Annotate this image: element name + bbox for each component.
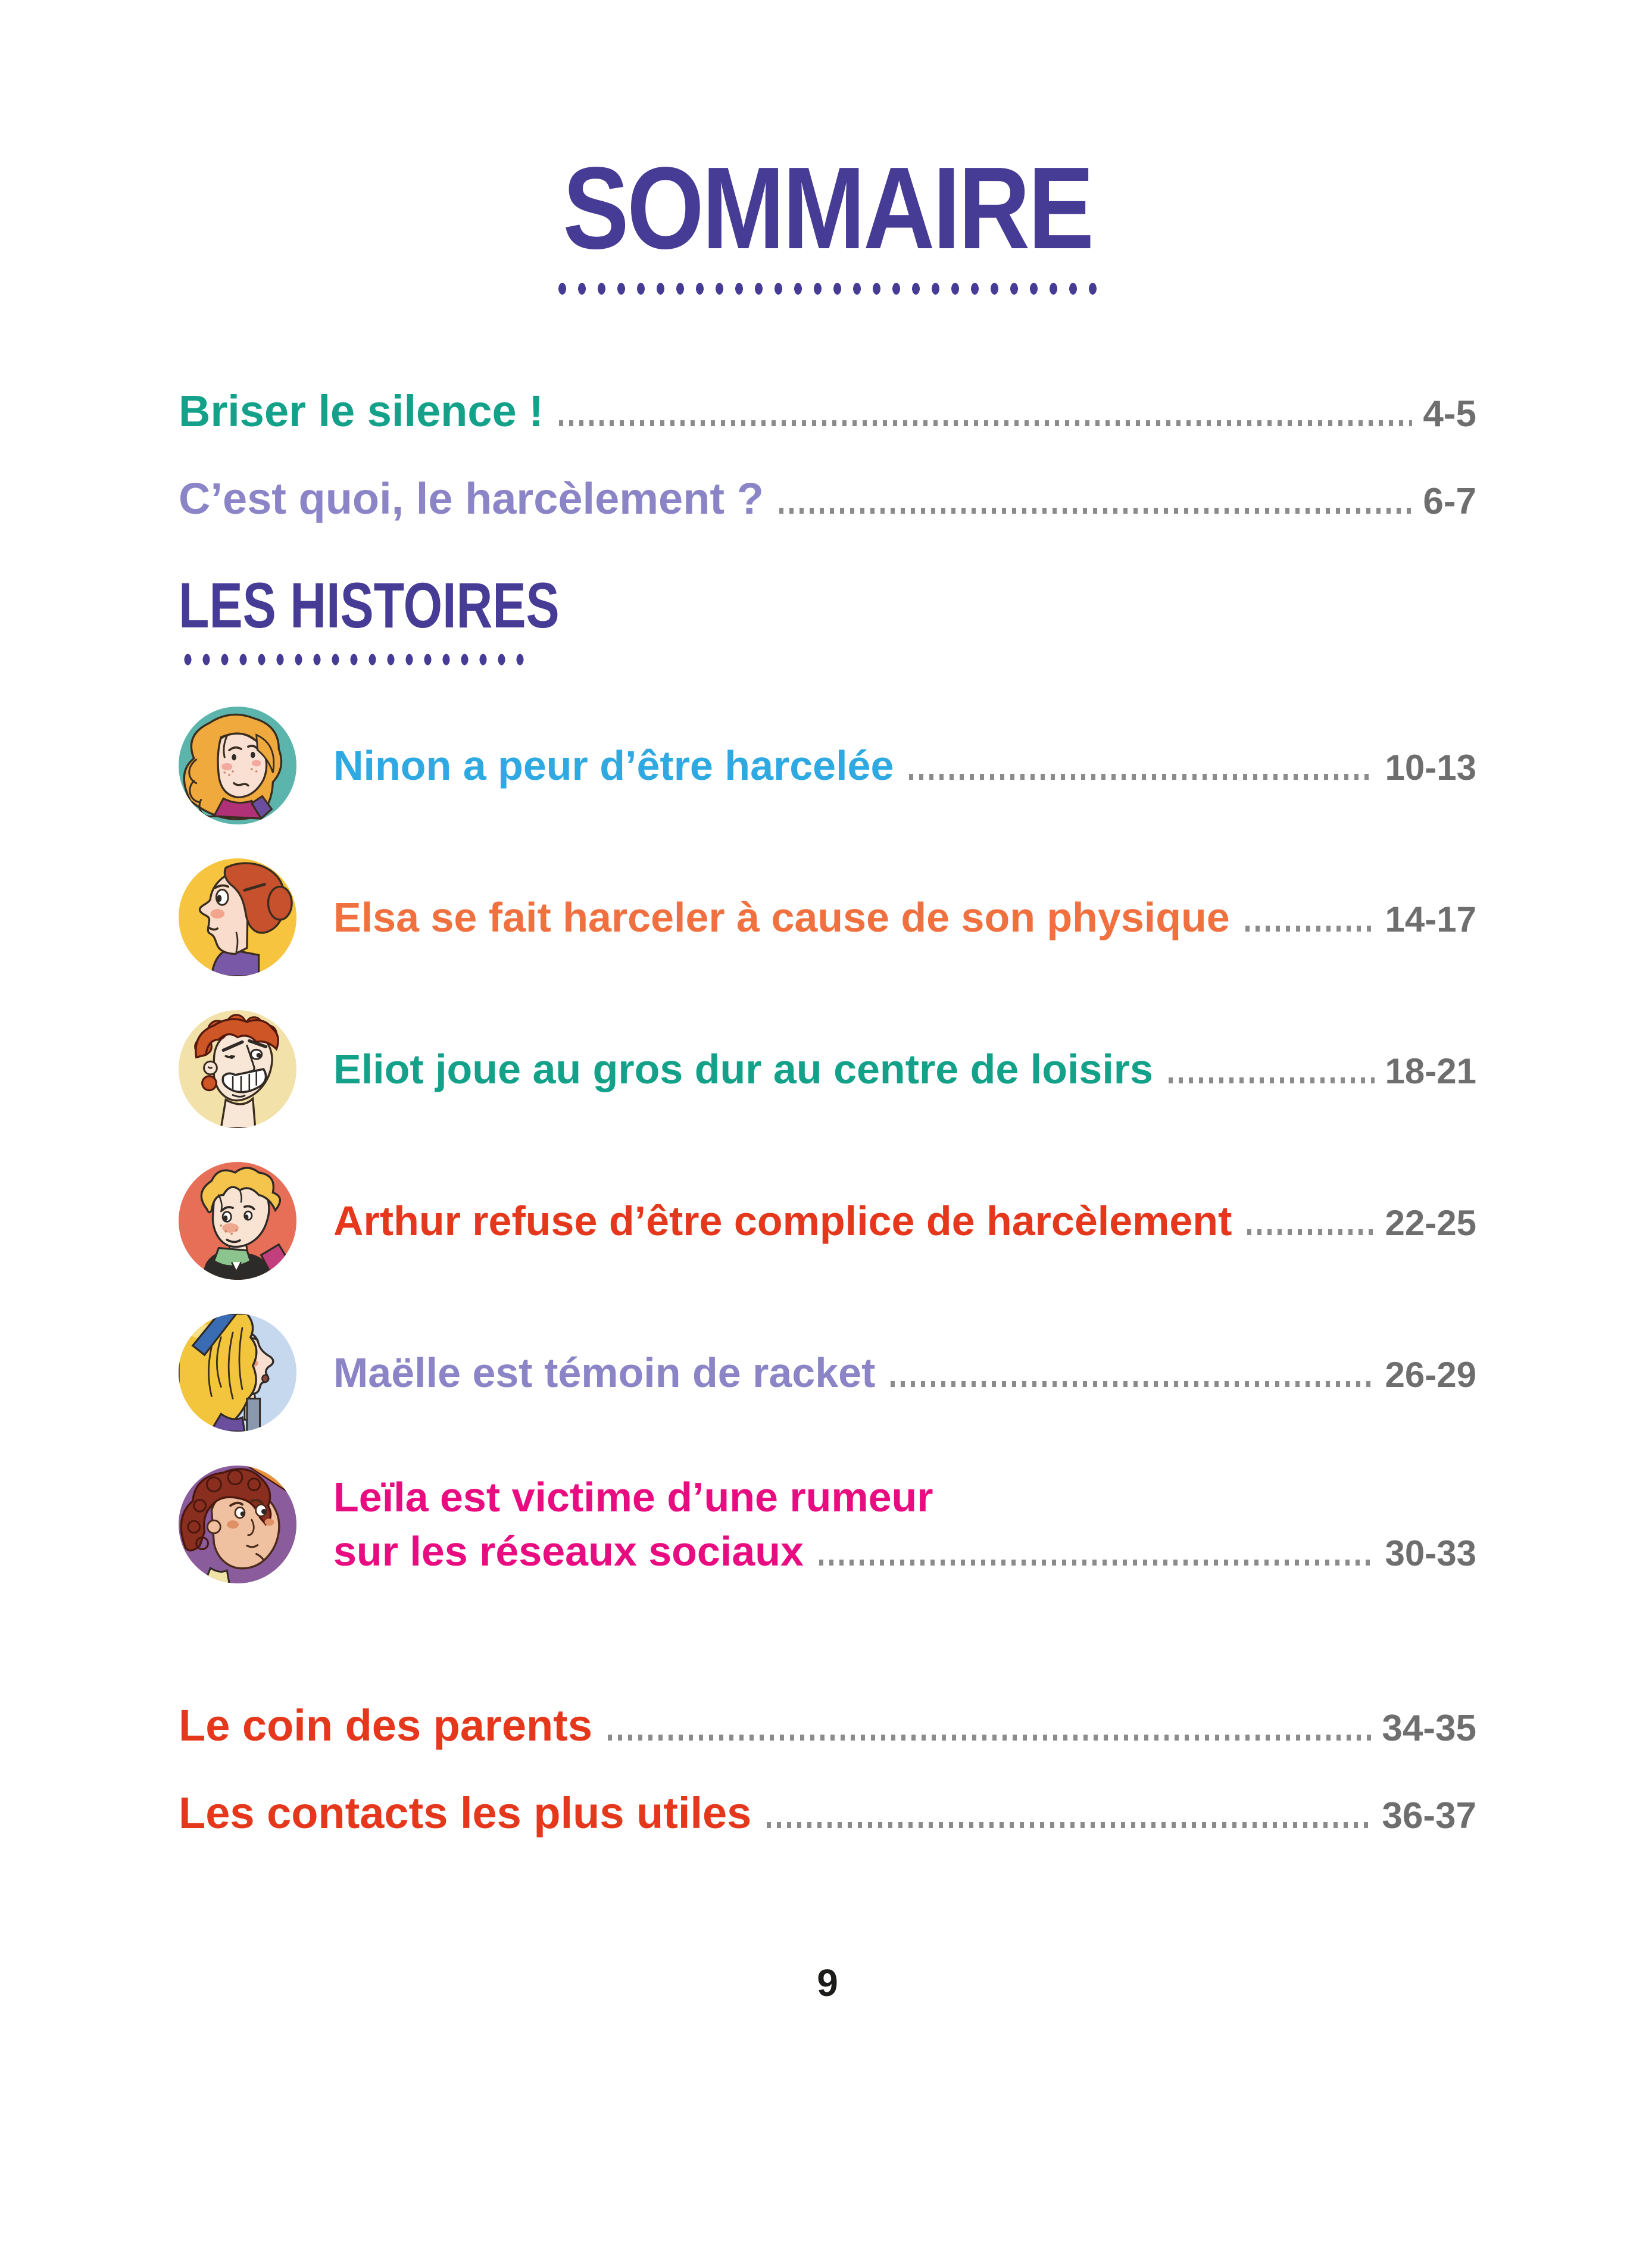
page-title: SOMMAIRE bbox=[563, 143, 1092, 273]
avatar-leila bbox=[179, 1466, 296, 1583]
toc-entry-label: C’est quoi, le harcèlement ? bbox=[179, 474, 764, 524]
toc-entry-pages: 4-5 bbox=[1423, 393, 1476, 435]
toc-entry-pages: 6-7 bbox=[1423, 481, 1476, 523]
dotted-leader bbox=[909, 774, 1374, 780]
section-les-histoires bbox=[179, 570, 1476, 666]
elsa-illustration bbox=[179, 858, 296, 976]
title-dotted-underline bbox=[552, 282, 1103, 295]
toc-entry-les-contacts-les-plus-utiles bbox=[179, 1788, 1476, 1838]
toc-entry-le-coin-des-parents bbox=[179, 1700, 1476, 1751]
toc-entry-briser-le-silence bbox=[179, 386, 1476, 436]
dotted-leader bbox=[1245, 926, 1375, 932]
toc-entry-label: Le coin des parents bbox=[179, 1700, 592, 1750]
toc-entry-pages: 30-33 bbox=[1385, 1533, 1476, 1573]
section-dotted-underline bbox=[179, 653, 529, 666]
footer-entries bbox=[179, 1700, 1476, 1838]
toc-entry-label: Maëlle est témoin de racket bbox=[333, 1349, 876, 1396]
page-header bbox=[179, 143, 1476, 295]
toc-entry-label-line1: Leïla est victime d’une rumeur bbox=[333, 1473, 933, 1520]
toc-entry-label: Elsa se fait harceler à cause de son physique bbox=[333, 893, 1230, 941]
toc-entry-label: Eliot joue au gros dur au centre de loisirs bbox=[333, 1045, 1153, 1092]
toc-story-maelle bbox=[179, 1314, 1476, 1432]
avatar-ninon bbox=[179, 707, 296, 824]
toc-entry-pages: 22-25 bbox=[1385, 1202, 1476, 1243]
toc-entry-pages: 14-17 bbox=[1385, 899, 1476, 939]
dotted-leader bbox=[1247, 1229, 1374, 1235]
leila-illustration bbox=[179, 1466, 296, 1583]
avatar-arthur bbox=[179, 1162, 296, 1280]
dotted-leader bbox=[819, 1560, 1375, 1566]
arthur-illustration bbox=[179, 1162, 296, 1280]
toc-story-elsa bbox=[179, 858, 1476, 976]
avatar-maelle bbox=[179, 1314, 296, 1432]
dotted-leader bbox=[891, 1381, 1374, 1387]
toc-story-leila bbox=[179, 1466, 1476, 1583]
maelle-illustration bbox=[179, 1314, 296, 1432]
dotted-leader bbox=[1169, 1077, 1375, 1083]
dotted-leader bbox=[767, 1822, 1371, 1828]
avatar-eliot bbox=[179, 1010, 296, 1128]
toc-entry-label: Arthur refuse d’être complice de harcèlement bbox=[333, 1197, 1232, 1244]
dotted-leader bbox=[608, 1735, 1371, 1741]
toc-entry-label: Briser le silence ! bbox=[179, 386, 544, 436]
toc-story-ninon bbox=[179, 707, 1476, 824]
stories-list bbox=[179, 707, 1476, 1583]
toc-entry-label: Les contacts les plus utiles bbox=[179, 1788, 752, 1838]
avatar-elsa bbox=[179, 858, 296, 976]
intro-entries bbox=[179, 386, 1476, 524]
toc-page bbox=[179, 143, 1476, 2005]
toc-entry-pages: 10-13 bbox=[1385, 747, 1476, 788]
dotted-leader bbox=[559, 420, 1413, 426]
toc-entry-cest-quoi-le-harcelement bbox=[179, 473, 1476, 524]
toc-entry-label: Ninon a peur d’être harcelée bbox=[333, 742, 894, 789]
eliot-illustration bbox=[179, 1010, 296, 1128]
toc-entry-pages: 36-37 bbox=[1382, 1795, 1476, 1837]
toc-entry-pages: 18-21 bbox=[1385, 1051, 1476, 1091]
toc-entry-label-line2: sur les réseaux sociaux bbox=[333, 1527, 804, 1574]
toc-story-eliot bbox=[179, 1010, 1476, 1128]
toc-story-arthur bbox=[179, 1162, 1476, 1280]
toc-entry-pages: 26-29 bbox=[1385, 1354, 1476, 1395]
toc-entry-pages: 34-35 bbox=[1382, 1707, 1476, 1749]
page-number: 9 bbox=[817, 1961, 838, 2005]
ninon-illustration bbox=[179, 707, 296, 824]
section-title: LES HISTOIRES bbox=[179, 569, 560, 642]
dotted-leader bbox=[779, 508, 1413, 514]
